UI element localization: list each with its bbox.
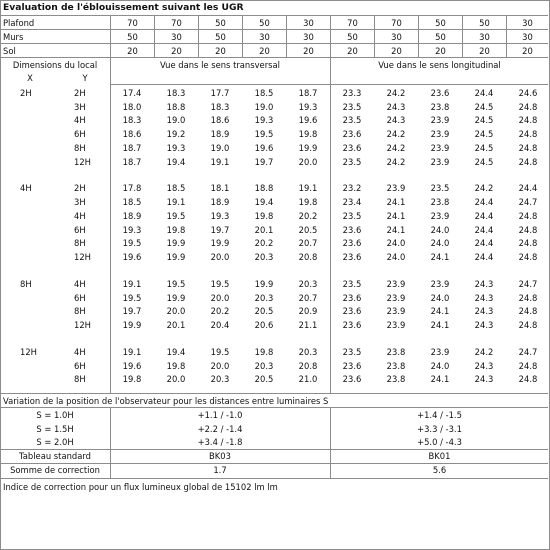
ugr-value-transversal: 21.1 [298,319,318,330]
ugr-value-longitudinal: 23.6 [342,238,362,249]
ugr-value-longitudinal: 24.8 [518,306,538,317]
variation-longitudinal: +5.0 / -4.3 [417,437,462,447]
ugr-value-transversal: 20.3 [254,360,274,371]
ugr-value-transversal: 19.9 [166,292,186,303]
ugr-value-longitudinal: 24.6 [518,88,538,98]
ugr-value-transversal: 19.7 [254,156,274,167]
ugr-value-transversal: 19.0 [210,142,230,153]
ugr-value-transversal: 20.3 [298,278,318,289]
ugr-value-longitudinal: 24.8 [518,101,538,112]
ugr-value-longitudinal: 23.8 [430,101,450,112]
ugr-value-transversal: 19.8 [122,374,142,385]
ugr-value-longitudinal: 23.6 [342,224,362,235]
ugr-value-transversal: 19.1 [166,197,186,208]
variation-label: Variation de la position de l'observateur pour les distances entre luminaires S [3,396,329,406]
ugr-value-transversal: 19.0 [254,101,274,112]
ugr-value-transversal: 20.1 [166,319,186,330]
ugr-value-longitudinal: 24.1 [430,319,450,330]
row-y-label: 4H [74,210,86,221]
ugr-value-transversal: 18.8 [254,183,274,194]
row-y-label: 12H [74,251,91,262]
ugr-value-transversal: 20.8 [298,251,318,262]
ugr-value-longitudinal: 23.6 [342,129,362,140]
ugr-value-transversal: 19.9 [254,278,274,289]
ugr-value-longitudinal: 24.3 [474,292,494,303]
ugr-value-longitudinal: 23.9 [430,278,450,289]
divider-variation-top [0,393,548,394]
ugr-value-transversal: 19.3 [122,224,142,235]
group-x-label: 8H [20,278,32,289]
ugr-value-longitudinal: 23.6 [342,306,362,317]
ugr-value-longitudinal: 24.3 [474,306,494,317]
ugr-value-transversal: 19.8 [166,224,186,235]
ugr-value-longitudinal: 23.9 [430,115,450,126]
header-row-label: Plafond [3,18,35,28]
ugr-value-transversal: 18.3 [166,88,186,98]
header-cell: 20 [506,44,548,58]
ugr-value-longitudinal: 24.2 [386,156,406,167]
ugr-value-transversal: 18.5 [122,197,142,208]
variation-transversal: +2.2 / -1.4 [197,423,243,434]
ugr-value-longitudinal: 24.3 [474,278,494,289]
variation-longitudinal: +1.4 / -1.5 [417,410,462,420]
ugr-value-transversal: 20.0 [298,156,318,167]
ugr-value-transversal: 18.9 [210,197,230,208]
ugr-value-transversal: 19.8 [166,360,186,371]
divider-standard-top [0,449,548,450]
ugr-value-transversal: 20.2 [210,306,230,317]
ugr-value-transversal: 18.6 [210,115,230,126]
ugr-value-longitudinal: 23.5 [342,156,362,167]
ugr-value-transversal: 18.1 [210,183,230,194]
divider-subheader [110,84,548,85]
header-cell: 30 [374,30,418,44]
ugr-value-transversal: 18.7 [122,156,142,167]
header-cell: 20 [418,44,462,58]
ugr-value-longitudinal: 23.2 [342,183,362,194]
ugr-value-transversal: 19.3 [166,142,186,153]
ugr-value-longitudinal: 24.3 [386,101,406,112]
ugr-value-transversal: 19.9 [166,251,186,262]
footnote: Indice de correction pour un flux lumineux global de 15102 lm lm [3,482,278,492]
ugr-value-transversal: 19.1 [210,156,230,167]
header-row-label: Murs [3,32,24,42]
ugr-value-longitudinal: 24.8 [518,115,538,126]
ugr-value-longitudinal: 24.2 [474,346,494,357]
divider-variation-col-1 [110,407,111,478]
header-cell: 30 [154,30,198,44]
row-y-label: 2H [74,183,86,194]
divider-dims-col [110,57,111,393]
ugr-value-longitudinal: 24.5 [474,101,494,112]
ugr-value-longitudinal: 24.5 [474,129,494,140]
ugr-value-longitudinal: 24.3 [474,360,494,371]
header-cell: 20 [242,44,286,58]
ugr-value-longitudinal: 23.9 [430,129,450,140]
header-cell: 30 [286,16,330,30]
header-row [0,44,548,58]
header-row [0,30,548,44]
dimensions-label: Dimensions du local [12,60,98,70]
ugr-value-transversal: 19.5 [166,210,186,221]
ugr-value-transversal: 19.5 [122,238,142,249]
ugr-value-transversal: 19.9 [210,238,230,249]
ugr-value-longitudinal: 23.5 [342,101,362,112]
correction-longitudinal: 5.6 [432,465,447,475]
ugr-value-longitudinal: 23.9 [386,319,406,330]
header-cell: 20 [198,44,242,58]
header-cell: 20 [462,44,506,58]
longitudinal-label: Vue dans le sens longitudinal [378,60,501,70]
ugr-value-longitudinal: 23.9 [386,183,406,194]
ugr-value-longitudinal: 23.5 [430,183,450,194]
ugr-value-transversal: 20.2 [298,210,318,221]
ugr-value-transversal: 18.6 [122,129,142,140]
ugr-value-transversal: 19.6 [254,142,274,153]
ugr-value-transversal: 19.8 [254,346,274,357]
row-y-label: 8H [74,142,86,153]
header-cell: 70 [374,16,418,30]
ugr-value-transversal: 20.8 [298,360,318,371]
transversal-label: Vue dans le sens transversal [160,60,280,70]
ugr-value-transversal: 19.2 [166,129,186,140]
ugr-value-longitudinal: 23.6 [342,292,362,303]
ugr-value-longitudinal: 24.4 [474,251,494,262]
ugr-value-transversal: 20.3 [254,251,274,262]
ugr-value-longitudinal: 24.1 [386,224,406,235]
ugr-value-transversal: 17.7 [210,88,230,98]
ugr-value-transversal: 20.3 [298,346,318,357]
ugr-value-longitudinal: 24.0 [430,292,450,303]
ugr-value-longitudinal: 24.5 [474,156,494,167]
header-row [0,16,548,30]
ugr-value-longitudinal: 24.1 [430,251,450,262]
ugr-value-transversal: 20.5 [254,306,274,317]
ugr-value-transversal: 19.1 [298,183,318,194]
ugr-value-transversal: 19.5 [166,278,186,289]
header-cell: 50 [330,30,374,44]
ugr-value-longitudinal: 24.0 [386,251,406,262]
ugr-value-transversal: 20.3 [210,374,230,385]
row-y-label: 6H [74,224,86,235]
ugr-value-transversal: 20.7 [298,292,318,303]
ugr-value-transversal: 18.9 [210,129,230,140]
ugr-value-transversal: 20.2 [254,238,274,249]
variation-longitudinal: +3.3 / -3.1 [417,423,462,434]
ugr-value-transversal: 19.3 [210,210,230,221]
header-cell: 20 [110,44,154,58]
ugr-value-transversal: 19.9 [122,319,142,330]
ugr-value-transversal: 18.5 [254,88,274,98]
divider-variation-header [0,407,548,408]
ugr-value-longitudinal: 23.5 [342,115,362,126]
ugr-value-transversal: 19.6 [122,251,142,262]
header-cell: 30 [506,30,548,44]
ugr-value-longitudinal: 24.1 [386,197,406,208]
ugr-value-longitudinal: 23.9 [386,278,406,289]
divider-view-col [330,57,331,393]
ugr-value-longitudinal: 23.3 [342,88,362,98]
ugr-value-transversal: 18.3 [210,101,230,112]
header-cell: 50 [110,30,154,44]
ugr-value-longitudinal: 24.3 [386,115,406,126]
y-label: Y [82,73,88,83]
ugr-value-longitudinal: 23.6 [342,374,362,385]
ugr-value-longitudinal: 24.4 [474,88,494,98]
row-y-label: 8H [74,306,86,317]
correction-label: Somme de correction [10,465,100,475]
variation-row-label: S = 1.0H [36,410,74,420]
ugr-value-longitudinal: 24.8 [518,238,538,249]
ugr-value-longitudinal: 24.8 [518,129,538,140]
ugr-value-transversal: 19.1 [122,278,142,289]
header-cell: 20 [154,44,198,58]
ugr-value-transversal: 19.0 [166,115,186,126]
group-x-label: 4H [20,183,32,194]
divider-correction-top [0,463,548,464]
ugr-value-transversal: 19.4 [166,156,186,167]
ugr-value-transversal: 19.5 [210,346,230,357]
variation-row-label: S = 2.0H [36,437,74,447]
ugr-value-longitudinal: 23.6 [342,319,362,330]
ugr-value-longitudinal: 24.1 [430,374,450,385]
divider-variation-col-2 [330,407,331,478]
ugr-value-longitudinal: 24.4 [474,224,494,235]
ugr-value-transversal: 20.5 [298,224,318,235]
ugr-value-longitudinal: 24.4 [474,238,494,249]
page-title: Evaluation de l'éblouissement suivant les UGR [0,0,548,16]
standard-transversal: BK03 [209,451,231,461]
header-cell: 30 [242,30,286,44]
ugr-value-transversal: 19.6 [122,360,142,371]
ugr-value-longitudinal: 23.4 [342,197,362,208]
ugr-value-longitudinal: 24.5 [474,115,494,126]
ugr-value-longitudinal: 24.8 [518,224,538,235]
ugr-value-transversal: 20.0 [210,292,230,303]
ugr-value-transversal: 19.8 [254,210,274,221]
row-y-label: 2H [74,88,86,98]
ugr-value-longitudinal: 24.7 [518,197,538,208]
ugr-value-longitudinal: 23.6 [430,88,450,98]
ugr-value-transversal: 20.5 [254,374,274,385]
header-cell: 50 [198,30,242,44]
header-cell: 30 [506,16,548,30]
row-y-label: 4H [74,346,86,357]
variation-transversal: +3.4 / -1.8 [197,437,243,447]
ugr-value-longitudinal: 24.0 [386,238,406,249]
ugr-value-transversal: 18.9 [122,210,142,221]
variation-row-label: S = 1.5H [36,423,74,434]
ugr-value-longitudinal: 23.5 [342,346,362,357]
ugr-value-longitudinal: 24.0 [430,224,450,235]
ugr-value-longitudinal: 24.2 [474,183,494,194]
ugr-value-longitudinal: 24.2 [386,142,406,153]
row-y-label: 6H [74,292,86,303]
ugr-value-longitudinal: 23.6 [342,251,362,262]
ugr-value-longitudinal: 24.8 [518,292,538,303]
ugr-value-transversal: 19.7 [122,306,142,317]
ugr-value-transversal: 19.1 [122,346,142,357]
ugr-value-transversal: 18.3 [122,115,142,126]
ugr-value-transversal: 19.4 [254,197,274,208]
row-y-label: 4H [74,115,86,126]
row-y-label: 6H [74,129,86,140]
ugr-value-longitudinal: 23.5 [342,210,362,221]
ugr-value-transversal: 21.0 [298,374,318,385]
ugr-value-transversal: 18.0 [122,101,142,112]
ugr-value-transversal: 17.4 [122,88,142,98]
ugr-value-longitudinal: 23.8 [386,346,406,357]
ugr-value-transversal: 19.9 [166,238,186,249]
row-y-label: 3H [74,197,86,208]
standard-longitudinal: BK01 [428,451,451,461]
row-y-label: 8H [74,374,86,385]
ugr-value-transversal: 20.1 [254,224,274,235]
ugr-value-transversal: 19.5 [122,292,142,303]
header-cell: 20 [330,44,374,58]
row-y-label: 12H [74,156,91,167]
group-x-label: 2H [20,88,32,98]
header-cell: 70 [154,16,198,30]
ugr-value-longitudinal: 24.3 [474,319,494,330]
ugr-value-transversal: 19.3 [298,101,318,112]
ugr-value-longitudinal: 24.8 [518,142,538,153]
divider-footnote-top [0,478,548,479]
row-y-label: 3H [74,101,86,112]
ugr-value-longitudinal: 24.2 [386,129,406,140]
correction-transversal: 1.7 [213,465,227,475]
ugr-value-longitudinal: 24.8 [518,374,538,385]
ugr-value-transversal: 20.7 [298,238,318,249]
ugr-value-transversal: 19.9 [298,142,318,153]
ugr-value-longitudinal: 24.4 [474,197,494,208]
ugr-value-longitudinal: 24.8 [518,360,538,371]
ugr-value-transversal: 19.5 [210,278,230,289]
ugr-value-longitudinal: 24.4 [474,210,494,221]
ugr-value-longitudinal: 24.0 [430,360,450,371]
row-y-label: 6H [74,360,86,371]
ugr-value-longitudinal: 23.8 [386,374,406,385]
group-x-label: 12H [20,346,37,357]
ugr-value-longitudinal: 24.1 [430,306,450,317]
ugr-value-longitudinal: 24.0 [430,238,450,249]
ugr-value-longitudinal: 24.7 [518,346,538,357]
ugr-value-longitudinal: 24.5 [474,142,494,153]
ugr-value-transversal: 19.8 [298,197,318,208]
x-label: X [27,73,33,83]
ugr-value-longitudinal: 24.8 [518,156,538,167]
ugr-value-transversal: 17.8 [122,183,142,194]
ugr-value-transversal: 20.9 [298,306,318,317]
row-y-label: 8H [74,238,86,249]
ugr-value-transversal: 19.4 [166,346,186,357]
ugr-value-longitudinal: 24.8 [518,251,538,262]
ugr-value-longitudinal: 24.8 [518,210,538,221]
ugr-value-longitudinal: 23.9 [430,346,450,357]
ugr-value-transversal: 18.7 [298,88,318,98]
ugr-value-longitudinal: 23.9 [430,142,450,153]
ugr-value-longitudinal: 23.8 [430,197,450,208]
ugr-value-longitudinal: 23.6 [342,360,362,371]
ugr-value-longitudinal: 24.4 [518,183,538,194]
ugr-value-transversal: 20.3 [254,292,274,303]
ugr-value-transversal: 19.6 [298,115,318,126]
row-y-label: 4H [74,278,86,289]
ugr-value-transversal: 19.5 [254,129,274,140]
ugr-value-transversal: 20.0 [210,360,230,371]
header-cell: 30 [286,30,330,44]
ugr-value-longitudinal: 23.5 [342,278,362,289]
ugr-value-transversal: 18.7 [122,142,142,153]
header-cell: 20 [286,44,330,58]
ugr-value-longitudinal: 23.9 [386,306,406,317]
ugr-value-longitudinal: 23.9 [430,156,450,167]
ugr-value-transversal: 18.5 [166,183,186,194]
standard-label: Tableau standard [19,451,91,461]
ugr-value-transversal: 20.4 [210,319,230,330]
header-cell: 20 [374,44,418,58]
ugr-value-transversal: 19.8 [298,129,318,140]
ugr-value-longitudinal: 24.2 [386,88,406,98]
header-row-label: Sol [3,46,16,56]
ugr-value-longitudinal: 24.7 [518,278,538,289]
ugr-value-longitudinal: 24.3 [474,374,494,385]
ugr-value-transversal: 20.0 [166,306,186,317]
variation-transversal: +1.1 / -1.0 [197,410,243,420]
header-cell: 70 [110,16,154,30]
ugr-value-transversal: 19.3 [254,115,274,126]
ugr-value-longitudinal: 23.6 [342,142,362,153]
ugr-value-longitudinal: 23.9 [430,210,450,221]
row-y-label: 12H [74,319,91,330]
ugr-value-transversal: 19.7 [210,224,230,235]
ugr-value-longitudinal: 23.9 [386,292,406,303]
header-cell: 50 [198,16,242,30]
header-cell: 30 [462,30,506,44]
header-cell: 70 [330,16,374,30]
ugr-value-transversal: 20.6 [254,319,274,330]
ugr-value-transversal: 20.0 [210,251,230,262]
ugr-value-transversal: 18.8 [166,101,186,112]
header-cell: 50 [418,16,462,30]
ugr-value-transversal: 20.0 [166,374,186,385]
header-cell: 50 [242,16,286,30]
ugr-value-longitudinal: 24.1 [386,210,406,221]
ugr-value-longitudinal: 24.8 [518,319,538,330]
header-cell: 50 [418,30,462,44]
ugr-value-longitudinal: 23.8 [386,360,406,371]
header-cell: 50 [462,16,506,30]
